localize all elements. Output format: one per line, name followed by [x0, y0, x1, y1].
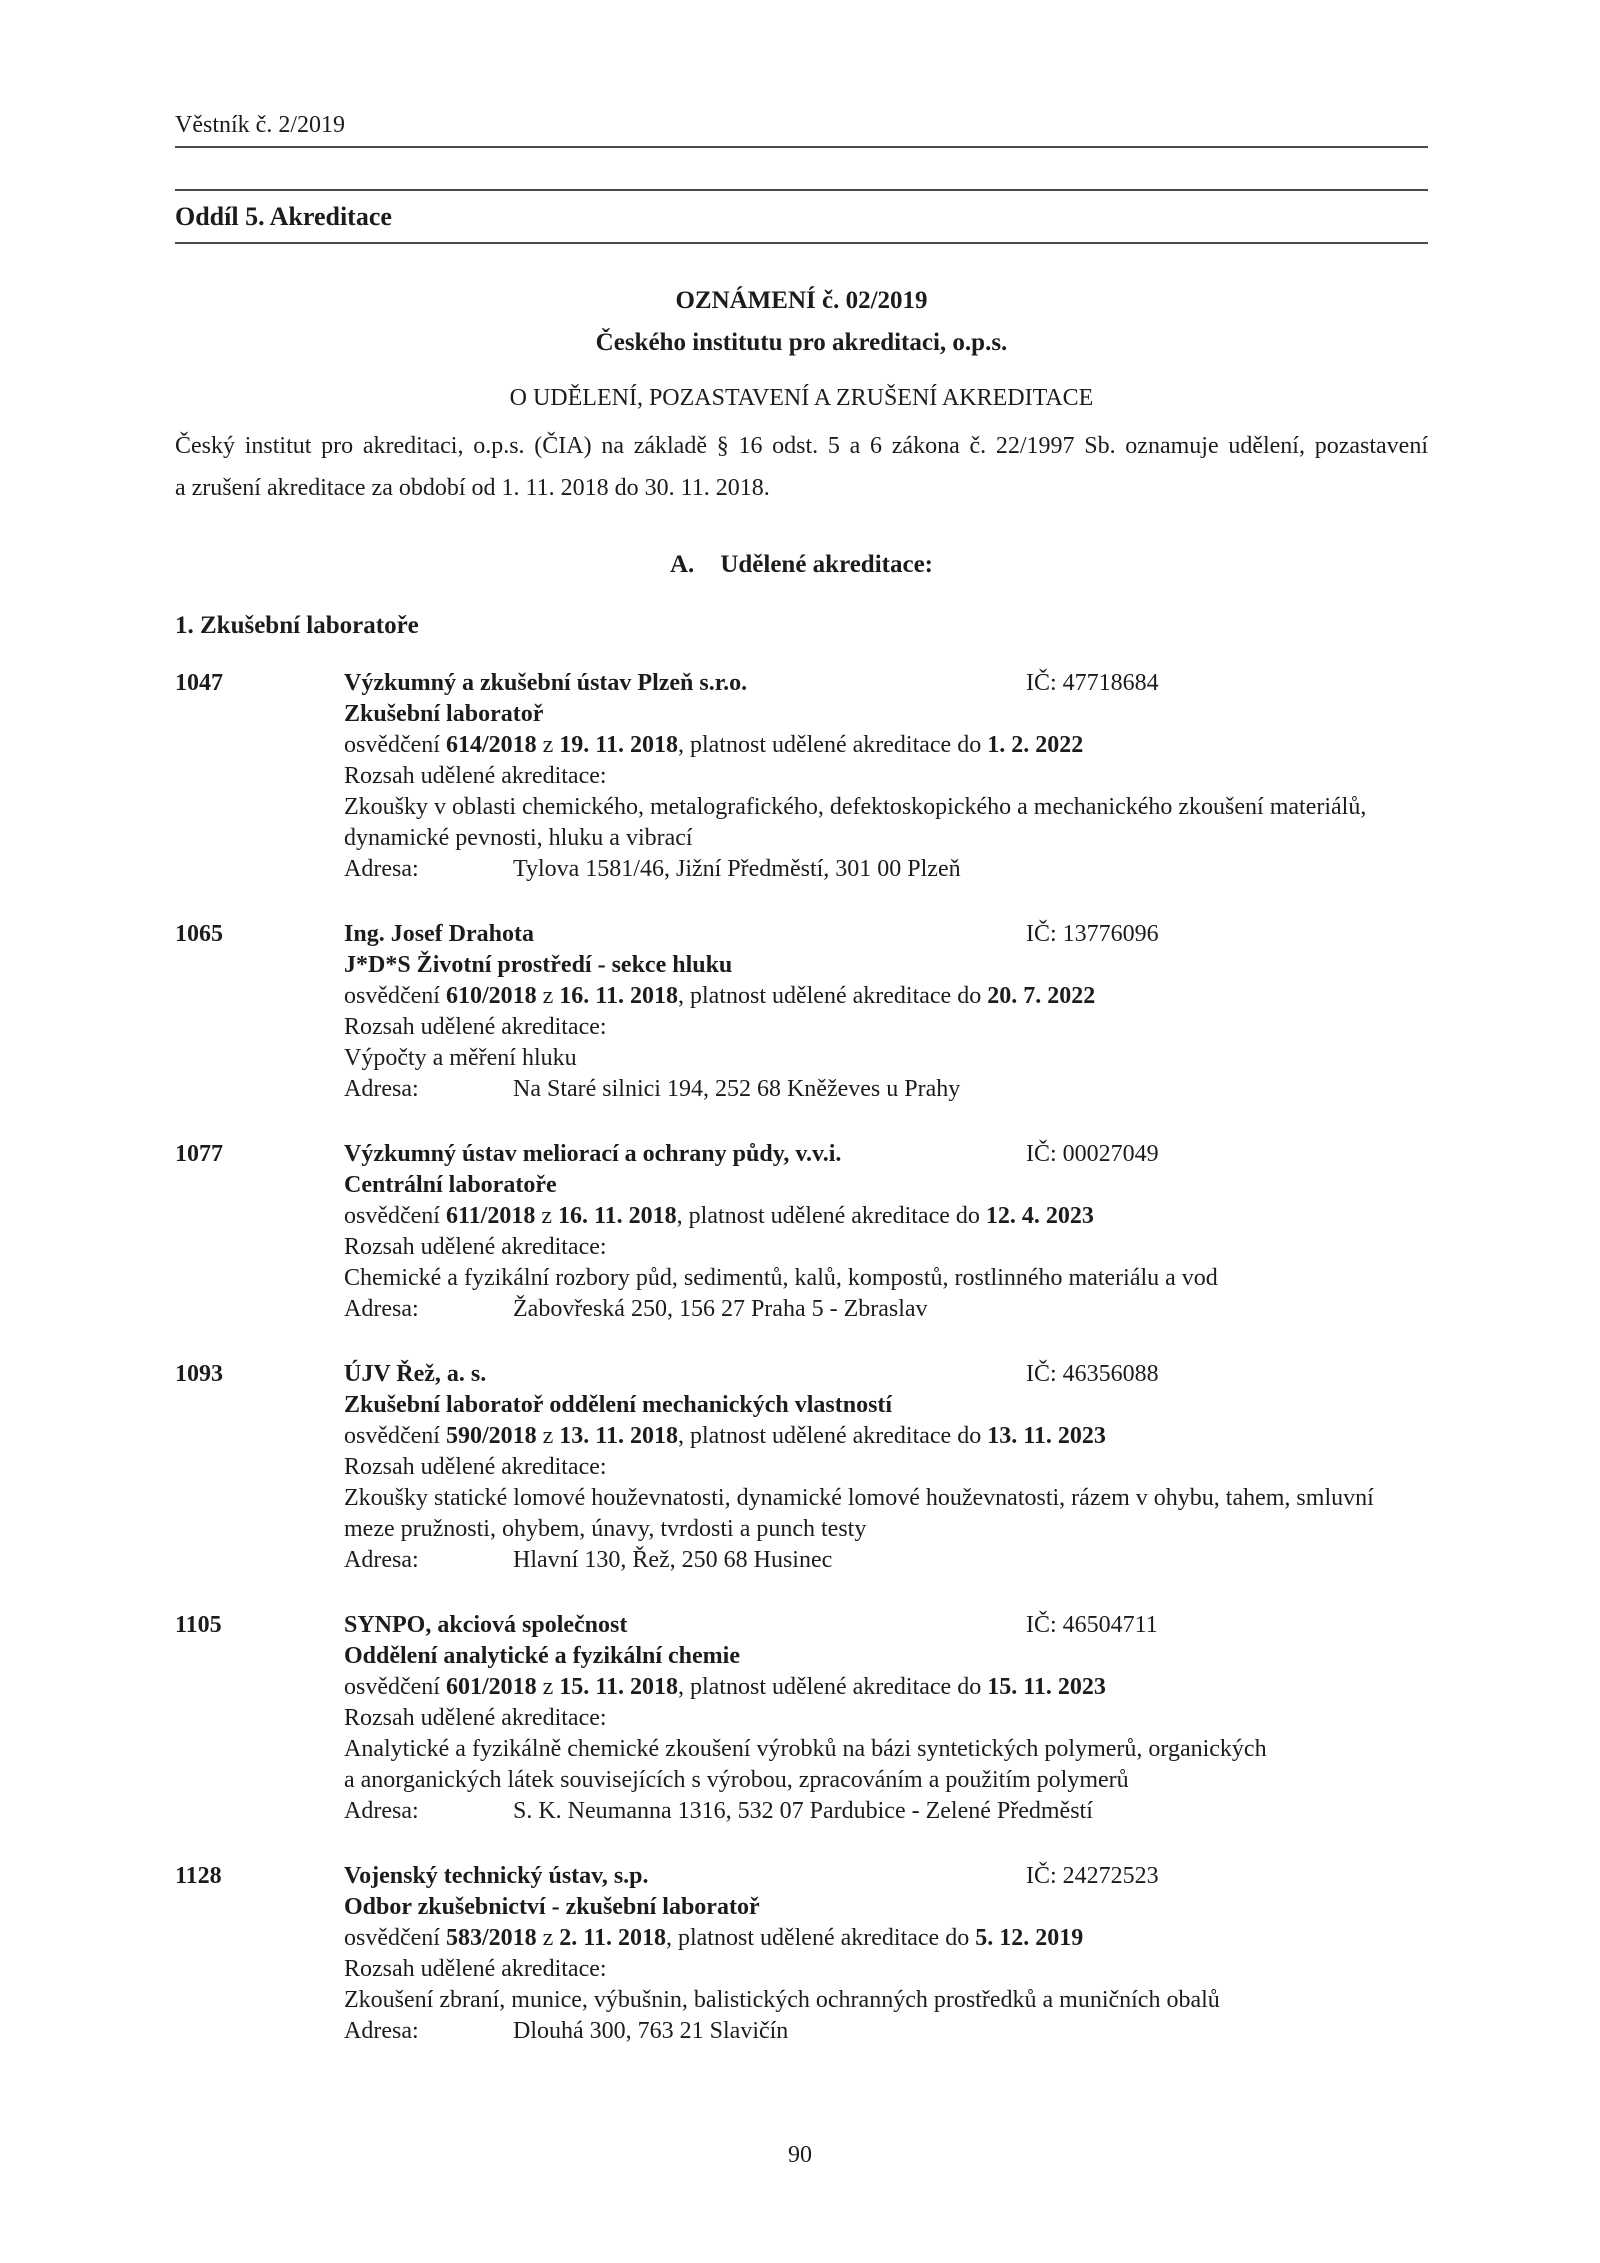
certificate-prefix: osvědčení — [344, 1423, 440, 1449]
certificate-connector: z — [542, 732, 554, 758]
entry-number: 1047 — [175, 670, 223, 696]
entry-scope-line: Zkoušení zbraní, munice, výbušnin, balistických ochranných prostředků a muničních obalů — [344, 1987, 1220, 2013]
certificate-date: 15. 11. 2018 — [559, 1674, 678, 1700]
entry-scope-heading: Rozsah udělené akreditace: — [344, 1454, 607, 1480]
certificate-date: 2. 11. 2018 — [559, 1925, 666, 1951]
entry-address-label: Adresa: — [344, 1547, 419, 1573]
entry-address-line — [344, 1294, 1428, 1325]
entry-certificate-line — [344, 1421, 1428, 1452]
entry-content — [344, 1610, 1428, 1827]
certificate-number: 610/2018 — [445, 983, 537, 1009]
entry-scope-line: Zkoušky statické lomové houževnatosti, dynamické lomové houževnatosti, rázem v ohybu, tahem, smluvní — [344, 1485, 1374, 1511]
certificate-connector: z — [541, 1203, 552, 1229]
entry-ic: IČ: 00027049 — [1026, 1141, 1159, 1167]
accreditation-entry — [175, 919, 1428, 1105]
entry-content — [344, 668, 1428, 885]
entry-scope-heading: Rozsah udělené akreditace: — [344, 1014, 607, 1040]
entry-address-label: Adresa: — [344, 856, 419, 882]
certificate-valid-until: 12. 4. 2023 — [985, 1203, 1094, 1229]
notice-subtitle: Českého institutu pro akreditaci, o.p.s. — [595, 329, 1008, 356]
entry-address-line — [344, 854, 1428, 885]
certificate-connector: z — [542, 1423, 554, 1449]
notice-subject: O UDĚLENÍ, POZASTAVENÍ A ZRUŠENÍ AKREDITACE — [509, 385, 1094, 411]
entry-scope-lines — [344, 1483, 1428, 1545]
certificate-number: 601/2018 — [445, 1674, 537, 1700]
entry-address-label: Adresa: — [344, 2018, 419, 2044]
section-a-letter: A. — [670, 551, 695, 578]
entry-certificate-line — [344, 1201, 1428, 1232]
entry-scope-line: Chemické a fyzikální rozbory půd, sedimentů, kalů, kompostů, rostlinného materiálu a vod — [344, 1265, 1218, 1291]
entry-ic: IČ: 13776096 — [1026, 921, 1159, 947]
entry-scope-heading: Rozsah udělené akreditace: — [344, 763, 607, 789]
entry-address-value: Hlavní 130, Řež, 250 68 Husinec — [513, 1547, 833, 1573]
notice-title: OZNÁMENÍ č. 02/2019 — [675, 287, 928, 314]
entry-unit: Zkušební laboratoř oddělení mechanických vlastností — [344, 1392, 893, 1418]
running-head: Věstník č. 2/2019 — [175, 112, 345, 138]
entry-number: 1093 — [175, 1361, 223, 1387]
certificate-number: 583/2018 — [445, 1925, 537, 1951]
entry-organization: SYNPO, akciová společnost — [344, 1612, 628, 1638]
accreditation-entry — [175, 1610, 1428, 1827]
entry-address-value: Tylova 1581/46, Jižní Předměstí, 301 00 Plzeň — [513, 856, 961, 882]
certificate-valid-until: 1. 2. 2022 — [987, 732, 1084, 758]
certificate-date: 16. 11. 2018 — [559, 983, 678, 1009]
certificate-valid-until: 15. 11. 2023 — [987, 1674, 1106, 1700]
entry-address-line — [344, 1074, 1428, 1105]
entry-address-value: S. K. Neumanna 1316, 532 07 Pardubice - Zelené Předměstí — [513, 1798, 1093, 1824]
certificate-date: 13. 11. 2018 — [559, 1423, 678, 1449]
granted-accreditations-heading — [175, 551, 1428, 579]
entry-scope-line: Výpočty a měření hluku — [344, 1045, 577, 1071]
certificate-prefix: osvědčení — [344, 1674, 440, 1700]
entry-scope-line: Zkoušky v oblasti chemického, metalografického, defektoskopického a mechanického zkoušení materiálů, — [344, 794, 1367, 820]
entry-ic: IČ: 24272523 — [1026, 1863, 1159, 1889]
certificate-prefix: osvědčení — [344, 1203, 440, 1229]
accreditation-entry — [175, 1359, 1428, 1576]
intro-paragraph — [175, 425, 1428, 509]
certificate-connector: z — [542, 1674, 554, 1700]
header-rule — [175, 146, 1428, 148]
entry-unit: Zkušební laboratoř — [344, 701, 544, 727]
certificate-connector: z — [542, 983, 554, 1009]
certificate-validity-text: , platnost udělené akreditace do — [665, 1925, 970, 1951]
entry-address-label: Adresa: — [344, 1798, 419, 1824]
entry-address-value: Na Staré silnici 194, 252 68 Kněževes u Prahy — [513, 1076, 961, 1102]
entry-content — [344, 1861, 1428, 2047]
entries-list — [175, 668, 1428, 2047]
entry-head — [344, 1359, 1428, 1390]
entry-address-line — [344, 1796, 1428, 1827]
entry-organization: Výzkumný a zkušební ústav Plzeň s.r.o. — [344, 670, 748, 696]
entry-scope-lines — [344, 1985, 1428, 2016]
entry-content — [344, 1359, 1428, 1576]
certificate-prefix: osvědčení — [344, 1925, 440, 1951]
section-title: Oddíl 5. Akreditace — [175, 202, 392, 231]
entry-head — [344, 668, 1428, 699]
entry-address-line — [344, 1545, 1428, 1576]
certificate-prefix: osvědčení — [344, 732, 440, 758]
section-bottom-rule — [175, 242, 1428, 244]
entry-number: 1128 — [175, 1863, 222, 1889]
entry-head — [344, 1139, 1428, 1170]
certificate-valid-until: 20. 7. 2022 — [987, 983, 1096, 1009]
entry-certificate-line — [344, 981, 1428, 1012]
entry-content — [344, 919, 1428, 1105]
entry-scope-line: Analytické a fyzikálně chemické zkoušení výrobků na bázi syntetických polymerů, organických — [344, 1736, 1267, 1762]
certificate-date: 19. 11. 2018 — [559, 732, 678, 758]
entry-organization: Výzkumný ústav meliorací a ochrany půdy, v.v.i. — [344, 1141, 842, 1167]
entry-certificate-line — [344, 1672, 1428, 1703]
certificate-validity-text: , platnost udělené akreditace do — [677, 732, 982, 758]
section-a-title: Udělené akreditace: — [720, 551, 933, 578]
entry-ic: IČ: 46504711 — [1026, 1612, 1158, 1638]
entry-head — [344, 919, 1428, 950]
entry-number: 1065 — [175, 921, 223, 947]
certificate-number: 590/2018 — [445, 1423, 537, 1449]
entry-scope-lines — [344, 1734, 1428, 1796]
entry-scope-lines — [344, 1043, 1428, 1074]
entry-address-value: Žabovřeská 250, 156 27 Praha 5 - Zbraslav — [513, 1296, 928, 1322]
certificate-validity-text: , platnost udělené akreditace do — [676, 1203, 980, 1229]
entry-scope-line: meze pružnosti, ohybem, únavy, tvrdosti a punch testy — [344, 1516, 867, 1542]
entry-certificate-line — [344, 1923, 1428, 1954]
certificate-validity-text: , platnost udělené akreditace do — [677, 1423, 982, 1449]
accreditation-entry — [175, 1139, 1428, 1325]
certificate-connector: z — [542, 1925, 554, 1951]
entry-scope-line: dynamické pevnosti, hluku a vibrací — [344, 825, 693, 851]
certificate-prefix: osvědčení — [344, 983, 440, 1009]
entry-address-label: Adresa: — [344, 1076, 419, 1102]
entry-organization: Ing. Josef Drahota — [344, 921, 534, 947]
entry-address-label: Adresa: — [344, 1296, 419, 1322]
entry-unit: Oddělení analytické a fyzikální chemie — [344, 1643, 740, 1669]
entry-ic: IČ: 47718684 — [1026, 670, 1159, 696]
entry-organization: Vojenský technický ústav, s.p. — [344, 1863, 649, 1889]
subsection-testing-laboratories: 1. Zkušební laboratoře — [175, 612, 419, 639]
certificate-valid-until: 13. 11. 2023 — [987, 1423, 1106, 1449]
entry-head — [344, 1861, 1428, 1892]
certificate-number: 611/2018 — [445, 1203, 536, 1229]
entry-unit: Centrální laboratoře — [344, 1172, 557, 1198]
accreditation-entry — [175, 668, 1428, 885]
entry-scope-line: a anorganických látek souvisejících s výrobou, zpracováním a použitím polymerů — [344, 1767, 1129, 1793]
entry-address-value: Dlouhá 300, 763 21 Slavičín — [513, 2018, 789, 2044]
intro-line-2: a zrušení akreditace za období od 1. 11. 2018 do 30. 11. 2018. — [175, 475, 770, 501]
entry-scope-heading: Rozsah udělené akreditace: — [344, 1705, 607, 1731]
certificate-date: 16. 11. 2018 — [557, 1203, 677, 1229]
entry-scope-lines — [344, 1263, 1428, 1294]
entry-content — [344, 1139, 1428, 1325]
accreditation-entry — [175, 1861, 1428, 2047]
certificate-valid-until: 5. 12. 2019 — [975, 1925, 1084, 1951]
certificate-validity-text: , platnost udělené akreditace do — [677, 1674, 982, 1700]
certificate-number: 614/2018 — [445, 732, 537, 758]
page-number: 90 — [788, 2142, 812, 2168]
entry-scope-heading: Rozsah udělené akreditace: — [344, 1956, 607, 1982]
entry-unit: Odbor zkušebnictví - zkušební laboratoř — [344, 1894, 760, 1920]
entry-number: 1077 — [175, 1141, 223, 1167]
entry-unit: J*D*S Životní prostředí - sekce hluku — [344, 952, 733, 978]
entry-scope-heading: Rozsah udělené akreditace: — [344, 1234, 607, 1260]
intro-line-1: Český institut pro akreditaci, o.p.s. (ČIA) na základě § 16 odst. 5 a 6 zákona č. 22/1997 Sb. oznamuje udělení, pozastavení — [175, 433, 1428, 459]
entry-ic: IČ: 46356088 — [1026, 1361, 1159, 1387]
entry-head — [344, 1610, 1428, 1641]
entry-address-line — [344, 2016, 1428, 2047]
certificate-validity-text: , platnost udělené akreditace do — [677, 983, 982, 1009]
entry-organization: ÚJV Řež, a. s. — [344, 1361, 487, 1387]
entry-certificate-line — [344, 730, 1428, 761]
entry-scope-lines — [344, 792, 1428, 854]
entry-number: 1105 — [175, 1612, 222, 1638]
